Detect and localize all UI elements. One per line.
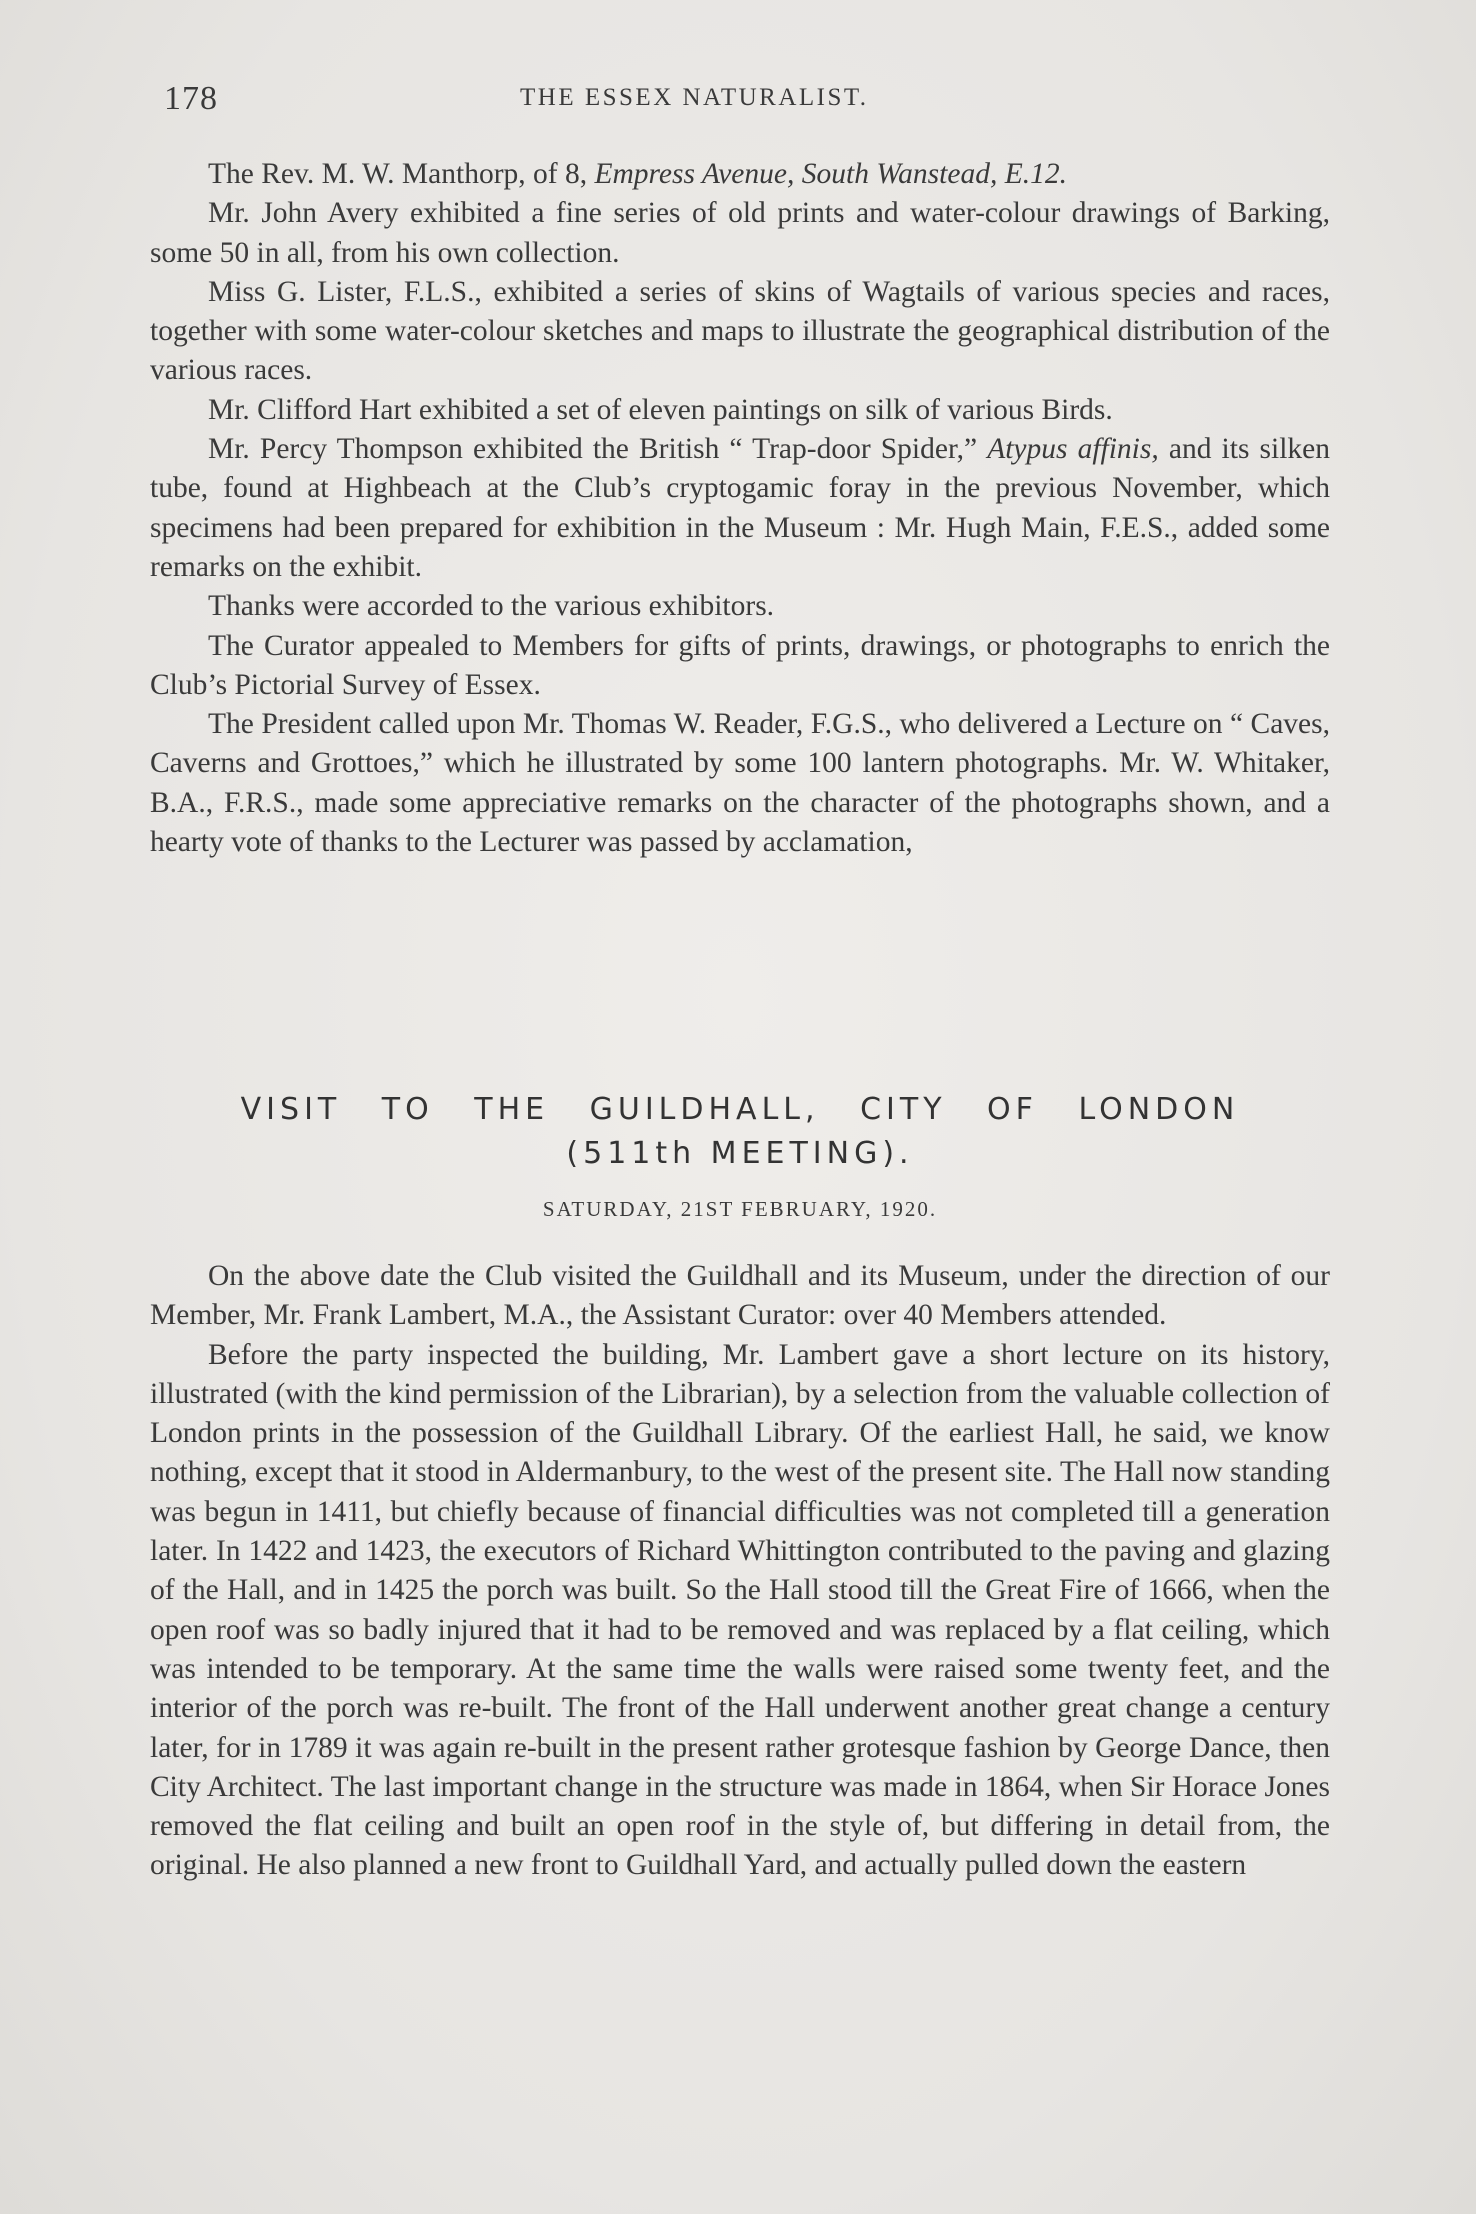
paragraph: Thanks were accorded to the various exhibitors. (208, 590, 775, 623)
paragraph: The President called upon Mr. Thomas W. Reader, F.G.S., who delivered a Lecture on “ Caves, Caverns and Grottoes,” which he illustrated by some 100 lantern photographs. Mr. W. Whitaker, B.A., F.R.S., made some appreciative remarks on the character of the photographs shown, and a hearty vote of thanks to the Lecturer was passed by acclamation, (150, 708, 1330, 859)
page-header (150, 80, 1330, 120)
section-heading: VISIT TO THE GUILDHALL, CITY OF LONDON (240, 1092, 1240, 1127)
paragraph: Mr. Percy Thompson exhibited the British “ Trap-door Spider,” Atypus affinis, and its silken tube, found at Highbeach at the Club’s cryptogamic foray in the previous November, which specimens had been prepared for exhibition in the Museum : Mr. Hugh Main, F.E.S., added some remarks on the exhibit. (150, 433, 1330, 583)
paragraph: Before the party inspected the building, Mr. Lambert gave a short lecture on its history, illustrated (with the kind permission of the Librarian), by a selection from the valuable collection of London prints in the possession of the Guildhall Library. Of the earliest Hall, he said, we know nothing, except that it stood in Aldermanbury, to the west of the present site. The Hall now standing was begun in 1411, but chiefly because of financial difficulties was not completed till a generation later. In 1422 and 1423, the executors of Richard Whittington contributed to the paving and glazing of the Hall, and in 1425 the porch was built. So the Hall stood till the Great Fire of 1666, when the open roof was so badly injured that it had to be removed and was replaced by a flat ceiling, which was intended to be temporary. At the same time the walls were raised some twenty feet, and the interior of the porch was re-built. The front of the Hall underwent another great change a century later, for in 1789 it was again re-built in the present rather grotesque fashion by George Dance, then City Architect. The last important change in the structure was made in 1864, when Sir Horace Jones removed the flat ceiling and built an open roof in the style of, but differing in detail from, the original. He also planned a new front to Guildhall Yard, and actually pulled down the eastern (150, 1338, 1330, 1882)
paragraph: The Curator appealed to Members for gifts of prints, drawings, or photographs to enrich the Club’s Pictorial Survey of Essex. (150, 629, 1330, 701)
bottom-text-block (150, 1257, 1330, 1886)
section-subheading: (511th MEETING). (566, 1136, 914, 1171)
paragraph: Mr. John Avery exhibited a fine series of old prints and water-colour drawings of Barking, some 50 in all, from his own collection. (150, 197, 1330, 269)
top-text-block (150, 155, 1330, 862)
paragraph: Mr. Clifford Hart exhibited a set of eleven paintings on silk of various Birds. (208, 393, 1113, 426)
page-number: 178 (164, 80, 218, 117)
paragraph: The Rev. M. W. Manthorp, of 8, Empress Avenue, South Wanstead, E.12. (208, 158, 1067, 190)
paragraph: Miss G. Lister, F.L.S., exhibited a series of skins of Wagtails of various species and races, together with some water-colour sketches and maps to illustrate the geographical distribution of the various races. (150, 275, 1330, 387)
running-title: THE ESSEX NATURALIST. (520, 84, 869, 111)
meeting-date: SATURDAY, 21ST FEBRUARY, 1920. (542, 1197, 938, 1221)
paragraph: On the above date the Club visited the Guildhall and its Museum, under the direction of our Member, Mr. Frank Lambert, M.A., the Assistant Curator: over 40 Members attended. (150, 1260, 1330, 1332)
